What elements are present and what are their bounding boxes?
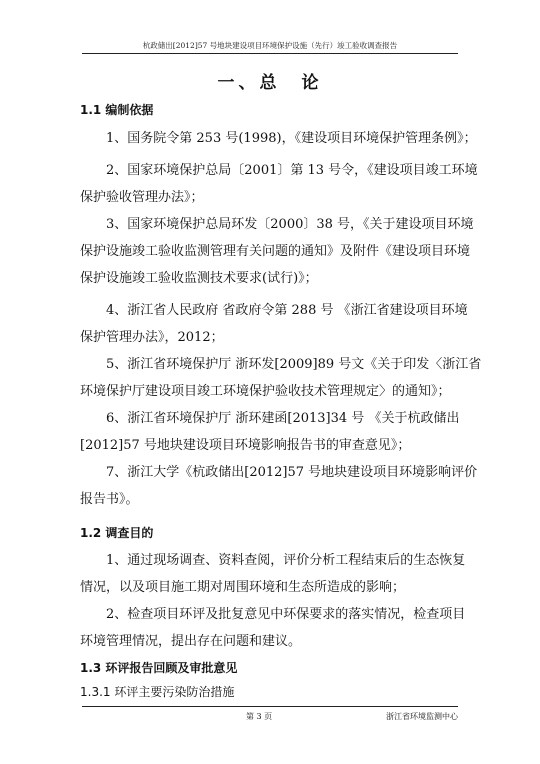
header-rule [82,53,458,54]
paragraph-line: 4、浙江省人民政府 省政府令第 288 号 《浙江省建设项目环境 [106,303,468,318]
chapter-title: 一、总 论 [217,73,323,93]
section-heading-1-1: 1.1 编制依据 [80,103,154,117]
paragraph-line: 2、国家环境保护总局〔2001〕第 13 号令，《建设项目竣工环境 [106,163,478,178]
section-heading-1-2: 1.2 调查目的 [80,526,154,540]
running-header: 杭政储出[2012]57 号地块建设项目环境保护设施（先行）竣工验收调查报告 [142,41,398,50]
paragraph-line: 6、浙江省环境保护厅 浙环建函[2013]34 号 《关于杭政储出 [106,411,460,426]
paragraph-line: 保护设施竣工验收监测管理有关问题的通知》及附件《建设项目环境 [80,244,471,259]
paragraph-line: 环境管理情况，提出存在问题和建议。 [80,634,302,649]
paragraph-line: 情况，以及项目施工期对周围环境和生态所造成的影响； [80,580,406,595]
paragraph-line: 保护验收管理办法》； [80,190,204,205]
paragraph-line: 1、国务院令第 253 号(1998)，《建设项目环境保护管理条例》； [106,131,477,146]
section-heading-1-3: 1.3 环评报告回顾及审批意见 [80,661,238,675]
footer-organization: 浙江省环境监测中心 [386,712,458,721]
footer-rule [82,706,458,707]
paragraph-line: 3、国家环境保护总局环发〔2000〕38 号，《关于建设项目环境 [106,217,474,232]
paragraph-line: 保护管理办法》，2012； [80,330,224,345]
paragraph-line: 报告书》。 [80,492,139,507]
paragraph-line: 1、通过现场调查、资料查阅，评价分析工程结束后的生态恢复 [106,553,466,568]
page-number: 第 3 页 [246,712,273,721]
paragraph-line: 5、浙江省环境保护厅 浙环发[2009]89 号文《关于印发〈浙江省 [106,357,482,372]
paragraph-line: 2、检查项目环评及批复意见中环保要求的落实情况，检查项目 [106,607,466,622]
paragraph-line: 7、浙江大学《杭政储出[2012]57 号地块建设项目环境影响评价 [106,465,478,480]
paragraph-line: [2012]57 号地块建设项目环境影响报告书的审查意见》； [80,438,411,453]
subsection-heading-1-3-1: 1.3.1 环评主要污染防治措施 [80,685,235,699]
paragraph-line: 环境保护厅建设项目竣工环境保护验收技术管理规定〉的通知》； [80,384,451,399]
paragraph-line: 保护设施竣工验收监测技术要求(试行)》； [80,271,318,286]
